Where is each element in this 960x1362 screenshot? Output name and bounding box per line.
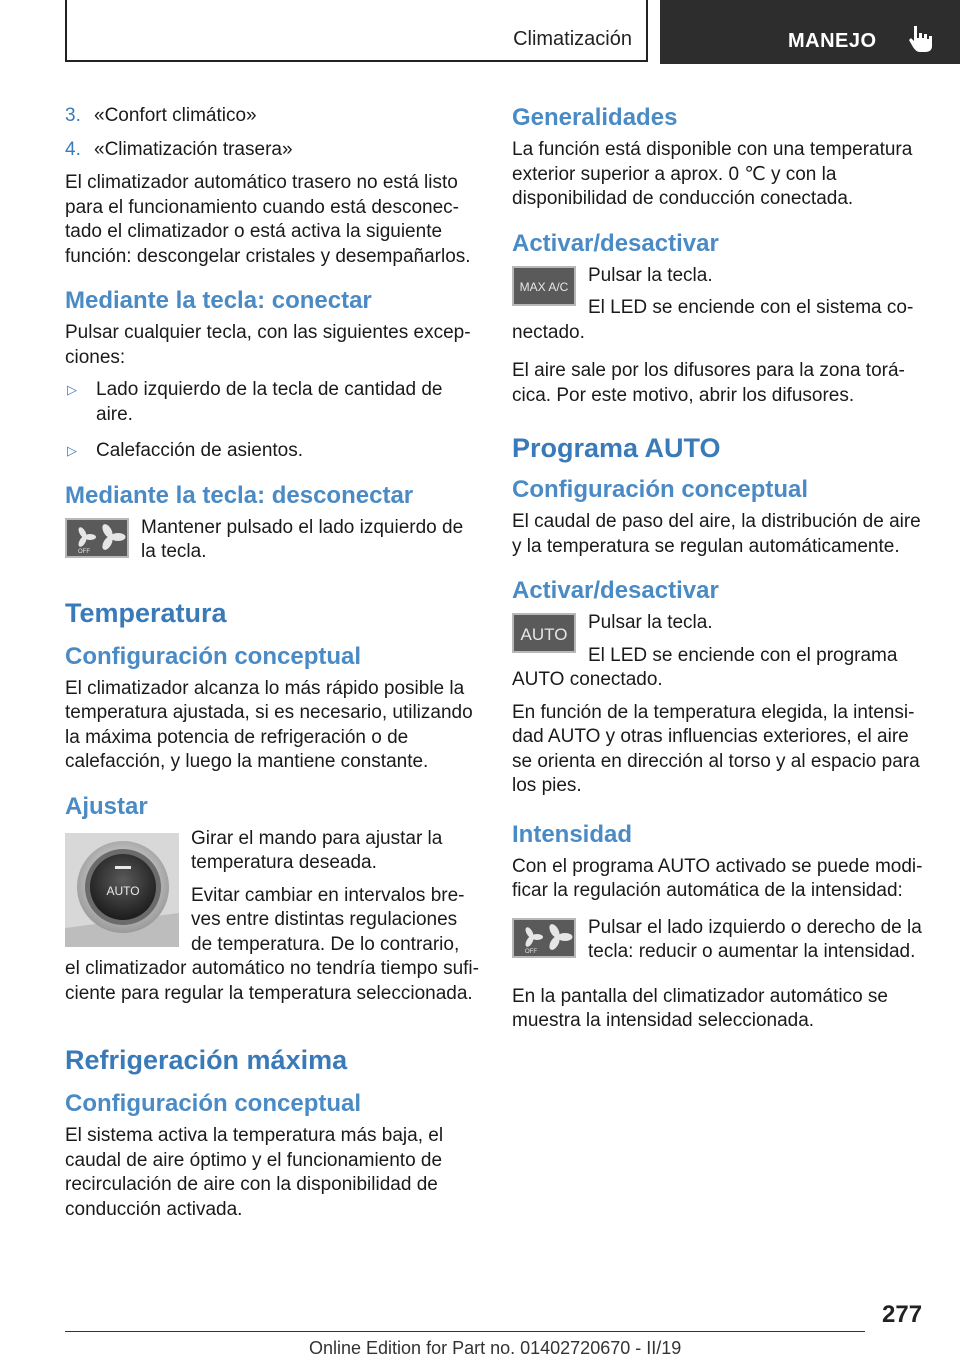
activar1-paragraph-3: El aire sale por los difusores para la zona torácica. Por este motivo, abrir los difusores.	[512, 360, 905, 406]
auto-key-icon	[512, 613, 576, 653]
max-ac-block	[512, 264, 926, 354]
section-title: Climatización	[513, 28, 632, 50]
heading-generalidades: Generalidades	[512, 104, 678, 131]
heading-activar-1: Activar/desactivar	[512, 229, 719, 257]
section-box	[65, 0, 648, 62]
right-column	[512, 104, 926, 1042]
heading-desconectar: Mediante la tecla: desconectar	[65, 481, 414, 509]
heading-config-2: Configuración conceptual	[65, 1090, 362, 1117]
item-text: «Climatización trasera»	[94, 138, 293, 160]
activar2-paragraph-1: Pulsar la tecla.	[588, 612, 713, 633]
page-number: 277	[882, 1301, 923, 1328]
svg-text:MAX A/C: MAX A/C	[519, 279, 569, 294]
temperature-knob-image	[65, 833, 179, 947]
heading-activar-2: Activar/desactivar	[512, 577, 719, 604]
bullet-item	[65, 439, 479, 464]
config2-paragraph: El sistema activa la temperatura más baja, el caudal de aire óptimo y el funcionamiento de recirculación de aire con la disponibilidad de conducción activada.	[65, 1125, 444, 1220]
heading-conectar: Mediante la tecla: conectar	[65, 287, 372, 314]
heading-programa-auto: Programa AUTO	[512, 433, 721, 463]
intensidad-paragraph-2: Pulsar el lado izquierdo o derecho de la tecla: reducir o aumentar la intensidad.	[588, 916, 922, 962]
footer-edition: Online Edition for Part no. 01402720670 - II/19	[309, 1338, 682, 1358]
chapter-label: MANEJO	[788, 30, 877, 52]
intensidad-paragraph-1: Con el programa AUTO activado se puede modificar la regulación automática de la intensidad:	[512, 855, 923, 901]
page-header	[0, 0, 960, 66]
bullet-text: Lado izquierdo de la tecla de cantidad de aire.	[96, 379, 443, 425]
item-number: 3.	[65, 105, 81, 126]
intensidad-paragraph-3: En la pantalla del climatizador automático se muestra la intensidad seleccionada.	[512, 985, 888, 1031]
ajustar-block	[65, 827, 479, 1015]
svg-text:AUTO: AUTO	[520, 625, 568, 644]
triangle-bullet-icon: ▷	[67, 443, 77, 458]
fan-off-key-icon	[65, 518, 129, 558]
heading-intensidad: Intensidad	[512, 820, 633, 848]
activar1-paragraph-2: El LED se enciende con el sistema conectado.	[512, 297, 914, 343]
config3-paragraph: El caudal de paso del aire, la distribución de aire y la temperatura se regulan automáticamente.	[512, 511, 921, 557]
intensidad-block	[512, 916, 926, 973]
config1-paragraph: El climatizador alcanza lo más rápido posible la temperatura ajustada, si es necesario, utilizando la máxima potencia de refrigeración o de calefacción, y luego la mantiene constante.	[65, 677, 473, 772]
item-number: 4.	[65, 138, 81, 160]
heading-temperatura: Temperatura	[65, 597, 227, 628]
ajustar-paragraph-2: Evitar cambiar en intervalos breves entre distintas regulaciones de temperatura. De lo contrario, el climatizador automático no tendría tiempo suficiente para regular la temperatura seleccionada.	[65, 884, 479, 1004]
desconectar-paragraph: Mantener pulsado el lado izquierdo de la tecla.	[141, 516, 464, 562]
chapter-tab[interactable]	[660, 0, 960, 64]
desconectar-block	[65, 516, 479, 565]
activar1-paragraph-1: Pulsar la tecla.	[588, 264, 713, 286]
svg-text:OFF: OFF	[525, 948, 537, 955]
left-column	[65, 104, 479, 1230]
heading-refrigeracion: Refrigeración máxima	[65, 1045, 348, 1075]
activar2-paragraph-3: En función de la temperatura elegida, la intensidad AUTO y otras influencias exteriores, el aire se orienta en dirección al torso y al espacio para los pies.	[512, 701, 920, 796]
footer-divider	[65, 1331, 865, 1332]
list-item	[65, 104, 479, 129]
max-ac-key-icon	[512, 266, 576, 306]
pointing-hand-icon	[908, 24, 936, 54]
fan-intensity-key-icon	[512, 918, 576, 958]
item-text: «Confort climático»	[94, 105, 257, 126]
ajustar-paragraph-1: Girar el mando para ajustar la temperatura deseada.	[191, 827, 443, 873]
heading-config-3: Configuración conceptual	[512, 476, 809, 503]
heading-ajustar: Ajustar	[65, 792, 148, 820]
svg-text:OFF: OFF	[78, 548, 90, 555]
conectar-paragraph: Pulsar cualquier tecla, con las siguientes excepciones:	[65, 322, 471, 368]
bullet-item	[65, 378, 479, 427]
activar2-paragraph-2: El LED se enciende con el programa AUTO conectado.	[512, 644, 898, 690]
intro-paragraph: El climatizador automático trasero no está listo para el funcionamiento cuando está desconectado el climatizador o está activa la siguiente función: descongelar cristales y desempañarlos.	[65, 172, 471, 267]
bullet-text: Calefacción de asientos.	[96, 440, 304, 461]
svg-text:AUTO: AUTO	[106, 883, 140, 898]
triangle-bullet-icon: ▷	[67, 382, 77, 397]
auto-block	[512, 611, 926, 701]
heading-config-1: Configuración conceptual	[65, 642, 362, 670]
list-item	[65, 138, 479, 163]
generalidades-paragraph: La función está disponible con una temperatura exterior superior a aprox. 0 ℃ y con la disponibilidad de conducción conectada.	[512, 139, 913, 209]
